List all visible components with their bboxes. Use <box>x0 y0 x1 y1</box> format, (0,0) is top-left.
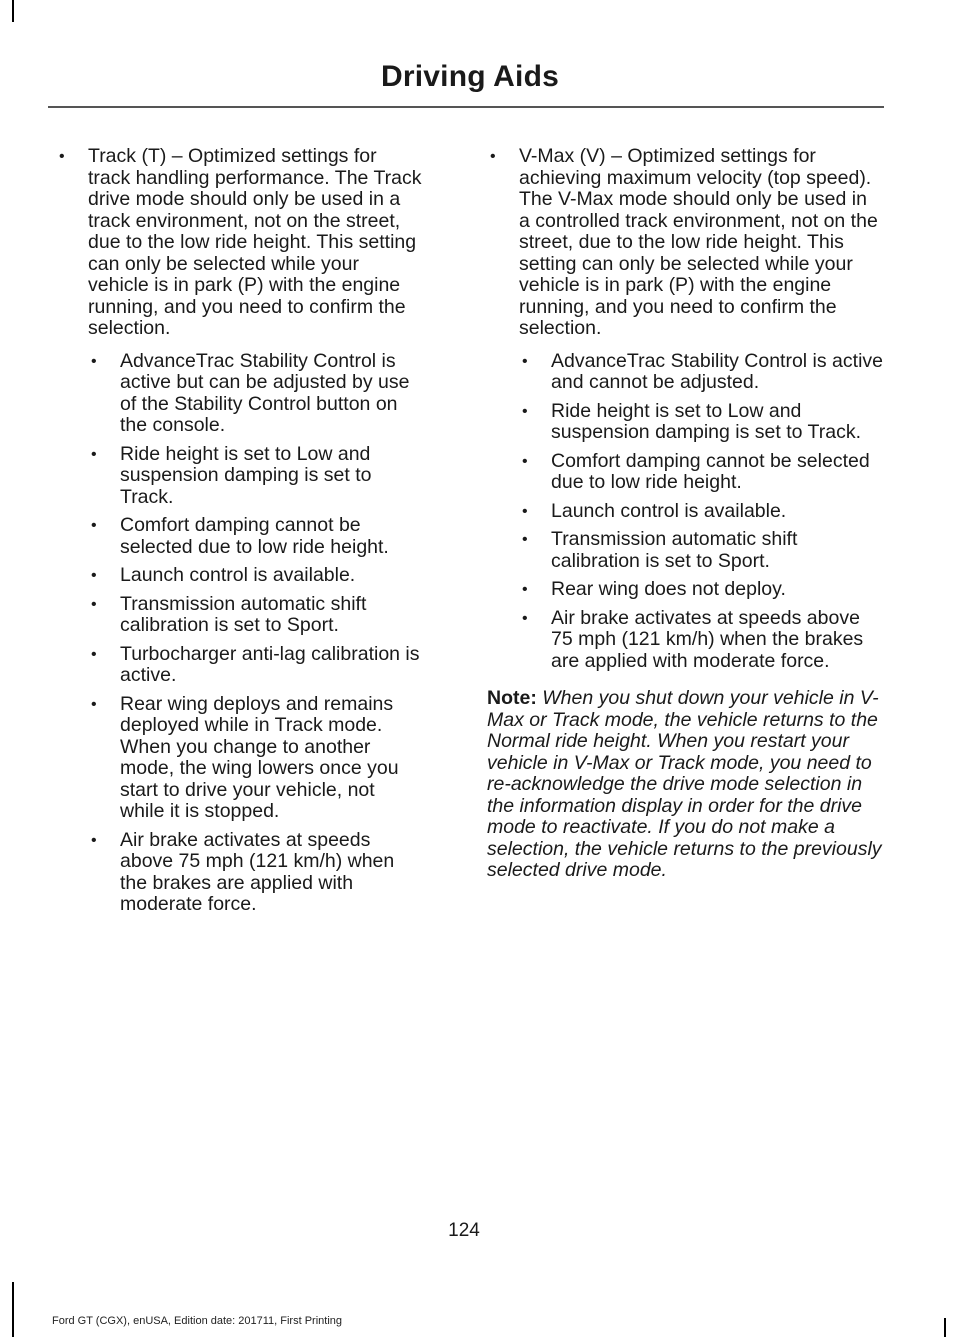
page-number: 124 <box>448 1220 480 1241</box>
list-item: • Launch control is available. <box>88 565 422 587</box>
list-item: • Ride height is set to Low and suspension damping is set to Track. <box>519 401 883 444</box>
footer-edition: Ford GT (CGX), enUSA, Edition date: 201711, First Printing <box>52 1315 342 1327</box>
list-item: • AdvanceTrac Stability Control is active but can be adjusted by use of the Stability Control button on the console. <box>88 351 422 437</box>
crop-mark-top-left <box>12 0 14 22</box>
list-item: • Ride height is set to Low and suspension damping is set to Track. <box>88 444 422 509</box>
track-mode-sublist <box>88 351 422 916</box>
page-title: Driving Aids <box>381 60 559 93</box>
note-text: When you shut down your vehicle in V-Max or Track mode, the vehicle returns to the Normal ride height. When you restart your vehicle in V-Max or Track mode, you need to re-acknowledge the drive mode selection in the information display in order for the drive mode to reactivate. If you do not make a selection, the vehicle returns to the previously selected drive mode. <box>487 687 882 881</box>
list-item-track-mode <box>56 146 422 916</box>
vmax-mode-sublist <box>519 351 883 673</box>
header-divider <box>48 106 884 108</box>
list-item: • Comfort damping cannot be selected due to low ride height. <box>519 451 883 494</box>
list-item-vmax-mode <box>487 146 883 672</box>
right-column <box>487 146 883 901</box>
list-item: • Launch control is available. <box>519 501 883 523</box>
list-item: • Rear wing does not deploy. <box>519 579 883 601</box>
list-item: • Rear wing deploys and remains deployed while in Track mode. When you change to another mode, the wing lowers once you start to drive your vehicle, not while it is stopped. <box>88 694 422 823</box>
list-item: • Turbocharger anti-lag calibration is active. <box>88 644 422 687</box>
track-mode-text: Track (T) – Optimized settings for track handling performance. The Track drive mode should only be used in a track environment, not on the street, due to the low ride height. This setting can only be selected while your vehicle is in park (P) with the engine running, and you need to confirm the selection. <box>88 145 422 339</box>
vmax-mode-text: V-Max (V) – Optimized settings for achieving maximum velocity (top speed). The V-Max mode should only be used in a controlled track environment, not on the street, due to the low ride height. This setting can only be selected while your vehicle is in park (P) with the engine running, and you need to confirm the selection. <box>519 145 878 339</box>
list-item: • AdvanceTrac Stability Control is active and cannot be adjusted. <box>519 351 883 394</box>
left-column <box>56 146 422 923</box>
note-label: Note: <box>487 687 537 709</box>
crop-mark-bottom-left <box>12 1282 14 1337</box>
note-paragraph <box>487 688 883 882</box>
crop-mark-bottom-right <box>944 1318 946 1337</box>
list-item: • Transmission automatic shift calibration is set to Sport. <box>88 594 422 637</box>
list-item: • Transmission automatic shift calibration is set to Sport. <box>519 529 883 572</box>
list-item: • Comfort damping cannot be selected due to low ride height. <box>88 515 422 558</box>
list-item: • Air brake activates at speeds above 75 mph (121 km/h) when the brakes are applied with moderate force. <box>519 608 883 673</box>
list-item: • Air brake activates at speeds above 75 mph (121 km/h) when the brakes are applied with moderate force. <box>88 830 422 916</box>
